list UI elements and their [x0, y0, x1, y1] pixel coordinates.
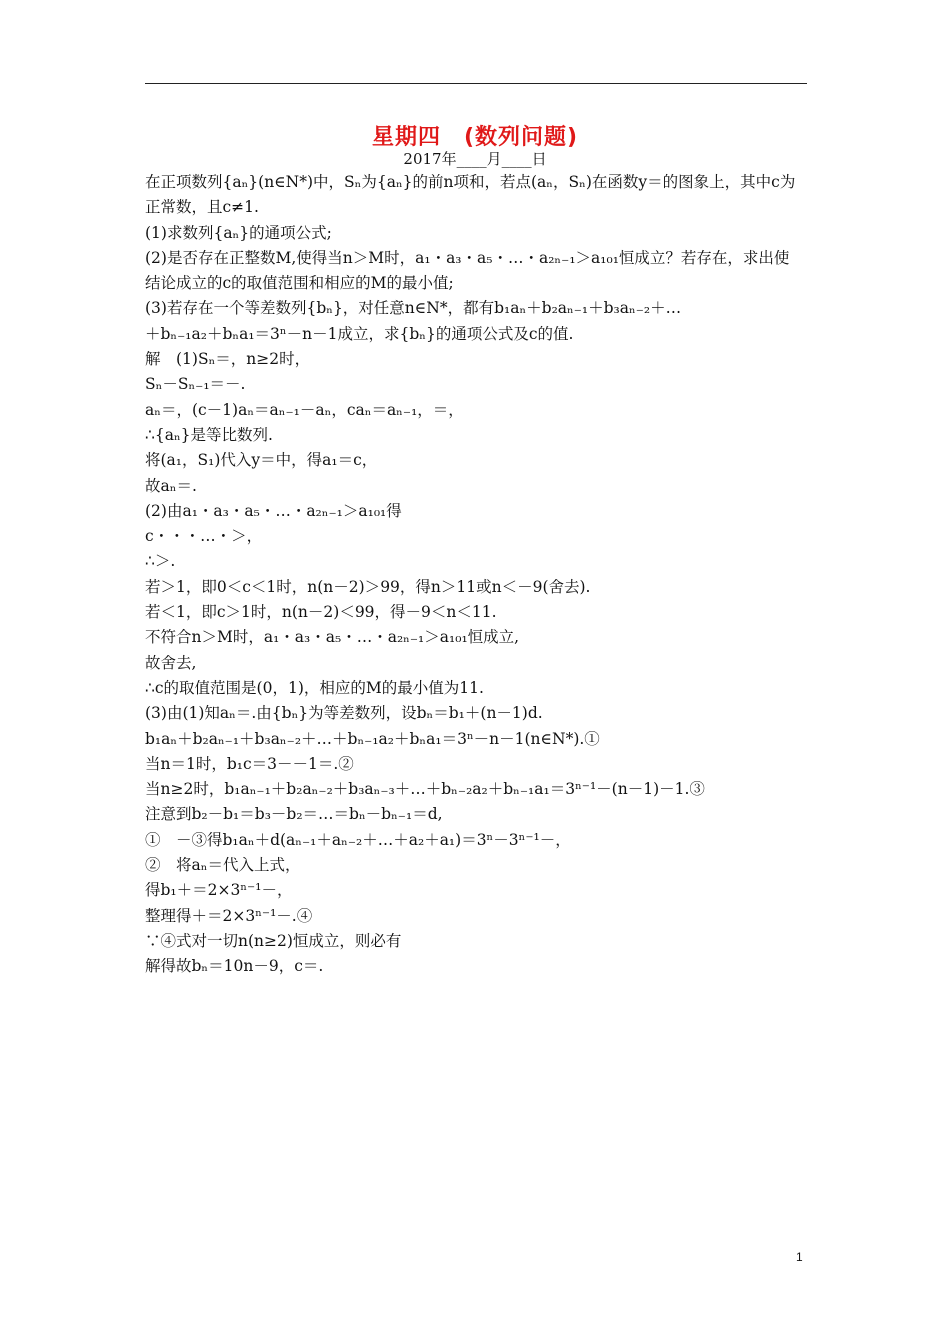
- text-line: 整理得＋＝2×3ⁿ⁻¹－.④: [145, 906, 313, 925]
- text-line: c・・・…・＞，: [145, 527, 263, 546]
- text-line: 当n＝1时，b₁c＝3－－1＝.②: [145, 754, 354, 773]
- text-line: (3)若存在一个等差数列{bₙ}，对任意n∈N*，都有b₁aₙ＋b₂aₙ₋₁＋b₃aₙ₋₂＋…: [145, 299, 682, 318]
- text-line: ＋bₙ₋₁a₂＋bₙa₁＝3ⁿ－n－1成立，求{bₙ}的通项公式及c的值.: [145, 324, 574, 343]
- text-line: 不符合n＞M时，a₁・a₃・a₅・…・a₂ₙ₋₁＞a₁₀₁恒成立,: [145, 628, 520, 647]
- header-rule: [145, 83, 807, 84]
- text-line: ① －③得b₁aₙ＋d(aₙ₋₁＋aₙ₋₂＋…＋a₂＋a₁)＝3ⁿ－3ⁿ⁻¹－，: [145, 830, 571, 849]
- text-line: 若＞1，即0＜c＜1时，n(n－2)＞99，得n＞11或n＜－9(舍去).: [145, 577, 591, 596]
- text-line: 正常数，且c≠1.: [145, 198, 259, 217]
- text-line: 将(a₁，S₁)代入y＝中，得a₁＝c，: [145, 451, 378, 470]
- text-line: 故舍去,: [145, 653, 197, 672]
- text-line: aₙ＝，(c－1)aₙ＝aₙ₋₁－aₙ，caₙ＝aₙ₋₁，＝，: [145, 400, 464, 419]
- text-line: (2)是否存在正整数M,使得当n＞M时，a₁・a₃・a₅・…・a₂ₙ₋₁＞a₁₀₁恒成立？若存在，求出使: [145, 248, 790, 267]
- text-line: ∴＞.: [145, 552, 176, 571]
- text-line: ∴c的取值范围是(0，1)，相应的M的最小值为11.: [145, 678, 484, 697]
- date-line: 2017年____月____日: [403, 150, 547, 168]
- text-line: 解得故bₙ＝10n－9，c＝.: [145, 957, 324, 976]
- text-line: 若＜1，即c＞1时，n(n－2)＜99，得－9＜n＜11.: [145, 603, 497, 622]
- text-line: (2)由a₁・a₃・a₅・…・a₂ₙ₋₁＞a₁₀₁得: [145, 501, 402, 520]
- text-line: 故aₙ＝.: [145, 476, 197, 495]
- text-line: b₁aₙ＋b₂aₙ₋₁＋b₃aₙ₋₂＋…＋bₙ₋₁a₂＋bₙa₁＝3ⁿ－n－1(n∈N*).①: [145, 729, 600, 748]
- text-line: Sₙ－Sₙ₋₁＝－.: [145, 375, 246, 394]
- page-title: 星期四 (数列问题): [371, 125, 579, 150]
- text-line: 解 (1)Sₙ＝，n≥2时，: [145, 350, 311, 369]
- text-line: 注意到b₂－b₁＝b₃－b₂＝…＝bₙ－bₙ₋₁＝d,: [145, 805, 443, 824]
- text-line: 当n≥2时，b₁aₙ₋₁＋b₂aₙ₋₂＋b₃aₙ₋₃＋…＋bₙ₋₂a₂＋bₙ₋₁a₁＝3ⁿ⁻¹－(n－1)－1.③: [145, 780, 705, 799]
- text-line: ∵④式对一切n(n≥2)恒成立，则必有: [145, 931, 402, 950]
- text-line: ∴{aₙ}是等比数列.: [145, 425, 273, 444]
- text-line: 在正项数列{aₙ}(n∈N*)中，Sₙ为{aₙ}的前n项和，若点(aₙ，Sₙ)在函数y＝的图象上，其中c为: [145, 173, 796, 191]
- problem-body: [145, 170, 810, 980]
- page-number: 1: [796, 1250, 803, 1264]
- text-line: (3)由(1)知aₙ＝.由{bₙ}为等差数列，设bₙ＝b₁＋(n－1)d.: [145, 704, 543, 723]
- text-line: ② 将aₙ＝代入上式，: [145, 856, 301, 875]
- text-line: 结论成立的c的取值范围和相应的M的最小值;: [145, 274, 454, 293]
- text-line: 得b₁＋＝2×3ⁿ⁻¹－，: [145, 881, 293, 900]
- text-line: (1)求数列{aₙ}的通项公式;: [145, 223, 332, 242]
